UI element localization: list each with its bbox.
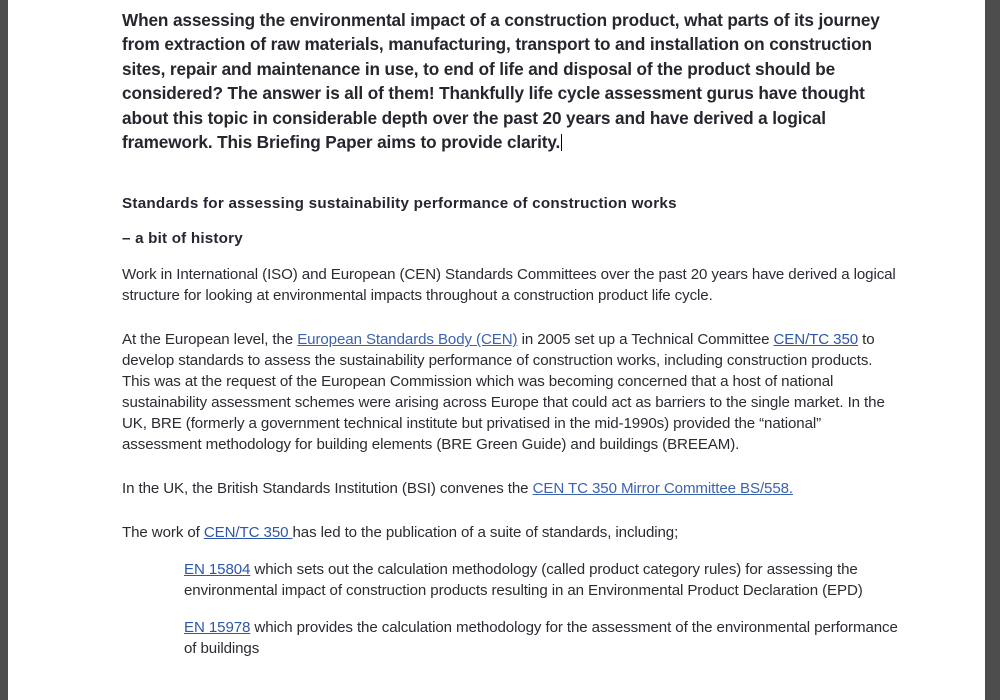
page-right-edge-shadow	[985, 0, 1000, 700]
paragraph-work-of-cen	[122, 499, 902, 543]
link-en-15978[interactable]: EN 15978	[184, 619, 251, 637]
link-cen-tc-350-second[interactable]: CEN/TC 350	[203, 524, 293, 542]
paragraph-european-level	[122, 306, 902, 455]
paragraph-bsi-text-1: In the UK, the British Standards Institution (BSI) convenes the	[122, 480, 533, 498]
paragraph-history: Work in International (ISO) and European (CEN) Standards Committees over the past 20 years have derived a logical structure for looking at environmental impacts throughout a construction product life cycle.	[122, 266, 896, 305]
text-cursor-caret	[561, 134, 562, 151]
paragraph-bsi	[122, 455, 902, 499]
link-cen-tc-350-first[interactable]: CEN/TC 350	[773, 331, 859, 349]
paragraph-european-text-3: to develop standards to assess the sustainability performance of construction works, including construction products. This was at the request of the European Commission which was becoming concerned that a host of national sustainability assessment schemes were arising across Europe that could act as barriers to the single market. In the UK, BRE (formerly a government technical institute but privatised in the mid-1990s) provided the “national” assessment methodology for building elements (BRE Green Guide) and buildings (BREEAM).	[122, 331, 885, 454]
standard-en15978-description: which provides the calculation methodology for the assessment of the environmental performance of buildings	[184, 619, 898, 658]
standard-en15804-description: which sets out the calculation methodology (called product category rules) for assessing the environmental impact of construction products resulting in an Environmental Product Declaration (EPD)	[184, 561, 863, 600]
link-european-standards-body[interactable]: European Standards Body (CEN)	[297, 331, 518, 349]
paragraph-work-text-1: The work of	[122, 524, 204, 542]
paragraph-european-text-1: At the European level, the	[122, 331, 298, 349]
lead-paragraph-text: When assessing the environmental impact of a construction product, what parts of its journey from extraction of raw materials, manufacturing, transport to and installation on construction sites, repair and maintenance in use, to end of life and disposal of the product should be considered? The answer is all of them! Thankfully life cycle assessment gurus have thought about this topic in considerable depth over the past 20 years and have derived a logical framework. This Briefing Paper aims to provide clarity.	[122, 10, 880, 153]
link-en-15804[interactable]: EN 15804	[184, 561, 251, 579]
standard-item-en15978	[184, 601, 902, 659]
section-heading: Standards for assessing sustainability performance of construction works	[122, 195, 677, 213]
standard-item-en15804	[184, 543, 902, 601]
page-left-edge-shadow	[0, 0, 8, 700]
link-cen-tc-350-mirror-committee[interactable]: CEN TC 350 Mirror Committee BS/558.	[532, 480, 794, 498]
section-subheading: – a bit of history	[122, 230, 243, 248]
paragraph-work-text-2: has led to the publication of a suite of standards, including;	[292, 524, 679, 542]
document-page-sheet	[8, 0, 985, 700]
document-text-column	[122, 0, 908, 659]
paragraph-european-text-2: in 2005 set up a Technical Committee	[517, 331, 774, 349]
lead-paragraph[interactable]	[122, 0, 904, 154]
